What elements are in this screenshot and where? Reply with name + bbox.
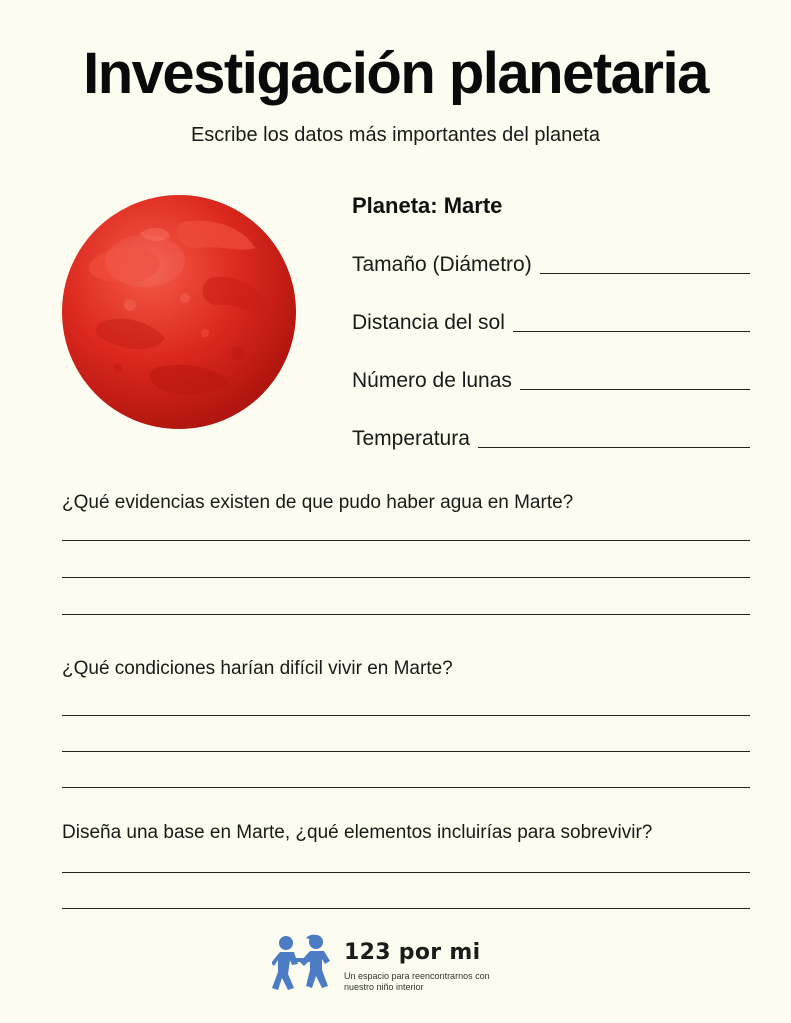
fact-distance-answer-line[interactable] xyxy=(513,330,750,332)
brand-logo xyxy=(272,934,512,994)
answer-line[interactable] xyxy=(62,908,750,909)
fact-temperature-answer-line[interactable] xyxy=(478,446,750,448)
answer-line[interactable] xyxy=(62,577,750,578)
brand-tagline: Un espacio para reencontrarnos con nuestro niño interior xyxy=(344,971,490,992)
planet-name: Planeta: Marte xyxy=(352,193,503,218)
question-base-design: Diseña una base en Marte, ¿qué elementos incluirías para sobrevivir? xyxy=(62,822,653,843)
answer-line[interactable] xyxy=(62,715,750,716)
fact-size xyxy=(352,253,750,277)
page-subtitle: Escribe los datos más importantes del planeta xyxy=(190,124,601,146)
answer-line[interactable] xyxy=(62,751,750,752)
fact-distance xyxy=(352,311,750,335)
question-conditions: ¿Qué condiciones harían difícil vivir en Marte? xyxy=(62,658,453,679)
question-water: ¿Qué evidencias existen de que pudo haber agua en Marte? xyxy=(62,492,574,513)
answer-line[interactable] xyxy=(62,540,750,541)
answer-line[interactable] xyxy=(62,872,750,873)
fact-moons-answer-line[interactable] xyxy=(520,388,750,390)
mars-planet-icon xyxy=(60,193,298,431)
fact-size-answer-line[interactable] xyxy=(540,272,750,274)
answer-line[interactable] xyxy=(62,787,750,788)
fact-moons-label: Número de lunas xyxy=(352,369,512,392)
fact-temperature-label: Temperatura xyxy=(352,427,470,450)
fact-size-label: Tamaño (Diámetro) xyxy=(352,253,532,276)
page-title: Investigación planetaria xyxy=(83,41,708,106)
fact-temperature xyxy=(352,427,750,451)
fact-moons xyxy=(352,369,750,393)
brand-name: 123 por mi xyxy=(344,940,481,965)
answer-line[interactable] xyxy=(62,614,750,615)
children-playing-icon xyxy=(272,934,334,992)
fact-distance-label: Distancia del sol xyxy=(352,311,505,334)
